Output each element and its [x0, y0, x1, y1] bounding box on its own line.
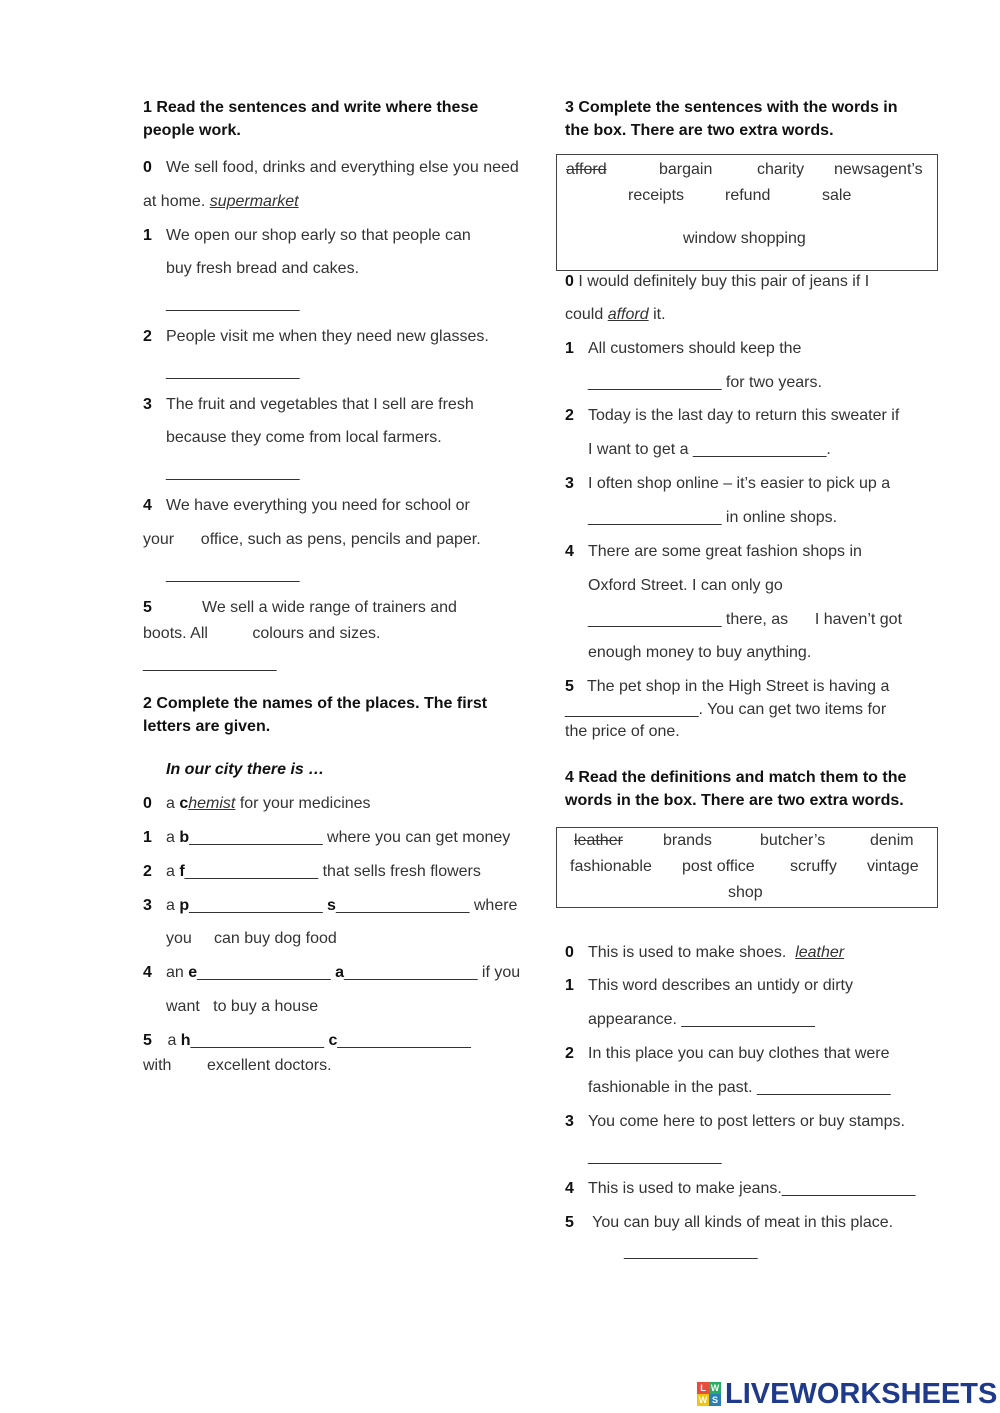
sentence-text: We have everything you need for school or: [166, 497, 470, 514]
sentence-text: a chemist for your medicines: [166, 795, 371, 812]
item-number: 1: [565, 340, 574, 357]
word-box-item: receipts: [628, 187, 685, 204]
sentence-text: could afford it.: [565, 306, 666, 323]
word-box-item: charity: [757, 161, 805, 178]
sentence-text[interactable]: a h_______________ c_______________: [163, 1032, 471, 1049]
item-number: 3: [565, 1113, 574, 1130]
answer-blank[interactable]: _______________: [166, 566, 300, 583]
item-number: 2: [143, 863, 152, 880]
sentence-text[interactable]: a p_______________ s_______________ where: [166, 897, 518, 914]
sentence-text: We sell food, drinks and everything else you need: [166, 159, 519, 176]
word-box: [556, 154, 938, 271]
sentence-text: We open our shop early so that people can: [166, 227, 471, 244]
sentence-text: Today is the last day to return this sweater if: [588, 407, 900, 424]
section4-heading-line1: 4 Read the definitions and match them to the: [565, 769, 907, 786]
section2-intro: In our city there is …: [166, 761, 325, 778]
item-number: 4: [565, 1180, 574, 1197]
answer-blank[interactable]: _______________: [166, 295, 300, 312]
sentence-text: In this place you can buy clothes that were: [588, 1045, 890, 1062]
word-box-item: vintage: [867, 858, 919, 875]
sentence-text: You can buy all kinds of meat in this place.: [588, 1214, 894, 1231]
word-box-item: shop: [728, 884, 763, 901]
word-box-item: afford: [566, 161, 607, 178]
word-box-item: post office: [682, 858, 755, 875]
item-number: 0: [143, 159, 152, 176]
answer-blank[interactable]: _______________: [166, 464, 300, 481]
item-number: 1: [565, 977, 574, 994]
sentence-text[interactable]: _______________ in online shops.: [588, 509, 838, 526]
sentence-text: Oxford Street. I can only go: [588, 577, 783, 594]
answer-blank[interactable]: _______________: [588, 1148, 722, 1165]
item-number: 4: [143, 497, 152, 514]
sentence-text: want to buy a house: [166, 998, 319, 1015]
item-number: 3: [143, 897, 152, 914]
item-number: 5: [143, 599, 152, 616]
item-number: 2: [143, 328, 152, 345]
word-box-item: butcher’s: [760, 832, 826, 849]
section3-heading-line2: the box. There are two extra words.: [565, 122, 834, 139]
sentence-text: This is used to make shoes. leather: [588, 944, 845, 961]
item-number: 5: [565, 1214, 574, 1231]
example-answer: leather: [795, 944, 845, 961]
section2-heading-line1: 2 Complete the names of the places. The first: [143, 695, 488, 712]
sentence-text: There are some great fashion shops in: [588, 543, 862, 560]
sentence-text: I often shop online – it’s easier to pick up a: [588, 475, 891, 492]
section4-heading-line2: words in the box. There are two extra words.: [565, 792, 904, 809]
word-box-item: fashionable: [570, 858, 652, 875]
sentence-text: boots. All colours and sizes.: [143, 625, 381, 642]
answer-blank[interactable]: _______________: [143, 655, 277, 672]
word-box-item: newsagent’s: [834, 161, 923, 178]
example-answer: afford: [607, 306, 649, 323]
logo-text: LIVEWORKSHEETS: [725, 1377, 998, 1410]
sentence-text[interactable]: a b_______________ where you can get money: [166, 829, 511, 846]
sentence-text: All customers should keep the: [588, 340, 802, 357]
sentence-text[interactable]: _______________ for two years.: [588, 374, 822, 391]
sentence-text: 0 I would definitely buy this pair of jeans if I: [565, 273, 870, 290]
word-box-item: brands: [663, 832, 712, 849]
word-box-item: denim: [870, 832, 914, 849]
sentence-text[interactable]: appearance. _______________: [588, 1011, 815, 1028]
word-box-item: bargain: [659, 161, 713, 178]
example-answer: hemist: [188, 795, 236, 812]
sentence-text[interactable]: This is used to make jeans._______________: [588, 1180, 916, 1197]
section1-heading-line2: people work.: [143, 122, 241, 139]
sentence-text: you can buy dog food: [166, 930, 337, 947]
sentence-text: People visit me when they need new glasses.: [166, 328, 489, 345]
item-number: 4: [565, 543, 574, 560]
item-number: 0: [143, 795, 152, 812]
item-number: 2: [565, 407, 574, 424]
item-number: 2: [565, 1045, 574, 1062]
word-box-item: scruffy: [790, 858, 837, 875]
example-answer: supermarket: [209, 193, 299, 210]
sentence-text: because they come from local farmers.: [166, 429, 442, 446]
answer-blank[interactable]: _______________: [624, 1243, 758, 1260]
item-number: 3: [565, 475, 574, 492]
section2-heading-line2: letters are given.: [143, 718, 271, 735]
sentence-text: the price of one.: [565, 723, 680, 740]
word-box-item: window shopping: [683, 230, 806, 247]
sentence-text[interactable]: _______________ there, as I haven’t got: [588, 611, 903, 628]
word-box-item: refund: [725, 187, 771, 204]
section3-heading-line1: 3 Complete the sentences with the words in: [565, 99, 898, 116]
sentence-text: buy fresh bread and cakes.: [166, 260, 360, 277]
item-number: 0: [565, 944, 574, 961]
sentence-text[interactable]: an e_______________ a_______________ if you: [166, 964, 521, 981]
liveworksheets-logo: [697, 1378, 997, 1410]
answer-blank[interactable]: _______________: [166, 363, 300, 380]
item-number: 4: [143, 964, 152, 981]
item-number: 1: [143, 227, 152, 244]
section1-heading-line1: 1 Read the sentences and write where these: [143, 99, 479, 116]
sentence-text[interactable]: a f_______________ that sells fresh flowers: [166, 863, 481, 880]
sentence-text: your office, such as pens, pencils and paper.: [143, 531, 481, 548]
sentence-text: enough money to buy anything.: [588, 644, 812, 661]
sentence-text[interactable]: _______________. You can get two items for: [565, 701, 887, 718]
sentence-text: at home. supermarket: [143, 193, 299, 210]
sentence-text: with excellent doctors.: [143, 1057, 332, 1074]
item-number: 5: [565, 678, 574, 695]
word-box-item: sale: [822, 187, 852, 204]
logo-icon: L W W S: [698, 1383, 720, 1405]
sentence-text: This word describes an untidy or dirty: [588, 977, 853, 994]
sentence-text: The fruit and vegetables that I sell are fresh: [166, 396, 474, 413]
item-number: 5: [143, 1032, 152, 1049]
sentence-text[interactable]: I want to get a _______________.: [588, 441, 831, 458]
sentence-text[interactable]: fashionable in the past. _______________: [588, 1079, 891, 1096]
item-number: 3: [143, 396, 152, 413]
sentence-text: You come here to post letters or buy stamps.: [588, 1113, 905, 1130]
word-box-item: leather: [574, 832, 623, 849]
sentence-text: We sell a wide range of trainers and: [202, 599, 457, 616]
sentence-text: The pet shop in the High Street is having a: [587, 678, 890, 695]
item-number: 1: [143, 829, 152, 846]
word-box: [556, 827, 938, 908]
